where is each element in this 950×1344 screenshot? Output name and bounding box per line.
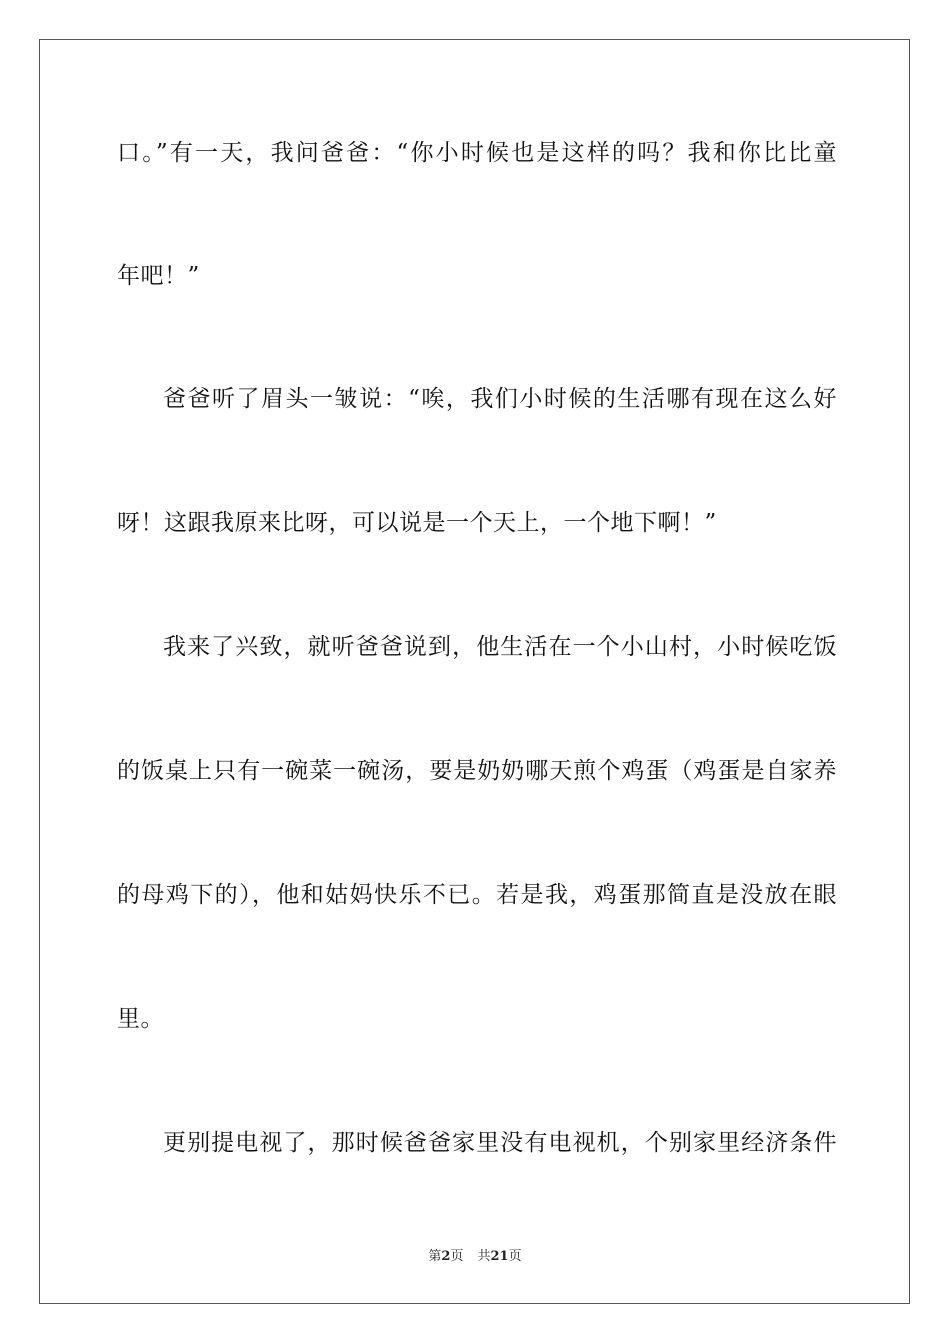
page-label-suffix: 页 xyxy=(450,1249,464,1264)
text-line: 的母鸡下的），他和姑妈快乐不已。若是我，鸡蛋那简直是没放在眼 xyxy=(117,882,837,908)
page-footer xyxy=(0,1248,950,1266)
paragraph-start-line: 我来了兴致，就听爸爸说到，他生活在一个小山村，小时候吃饭 xyxy=(163,634,837,660)
text-line: 的饭桌上只有一碗菜一碗汤，要是奶奶哪天煎个鸡蛋（鸡蛋是自家养 xyxy=(117,758,837,784)
text-line: 口。”有一天，我问爸爸：“你小时候也是这样的吗？我和你比比童 xyxy=(117,140,837,166)
paragraph-start-line: 爸爸听了眉头一皱说：“唉，我们小时候的生活哪有现在这么好 xyxy=(163,386,837,412)
total-page-number: 21 xyxy=(490,1249,509,1264)
paragraph-start-line: 更别提电视了，那时候爸爸家里没有电视机，个别家里经济条件 xyxy=(163,1130,837,1156)
total-label-prefix: 共 xyxy=(477,1249,491,1264)
current-page-number: 2 xyxy=(441,1249,451,1264)
page-border xyxy=(39,39,910,1304)
text-line: 呀！这跟我原来比呀，可以说是一个天上，一个地下啊！” xyxy=(117,510,717,536)
text-line: 年吧！” xyxy=(117,263,200,289)
page-label-prefix: 第 xyxy=(428,1249,442,1264)
text-line: 里。 xyxy=(117,1006,164,1032)
total-label-suffix: 页 xyxy=(508,1249,522,1264)
